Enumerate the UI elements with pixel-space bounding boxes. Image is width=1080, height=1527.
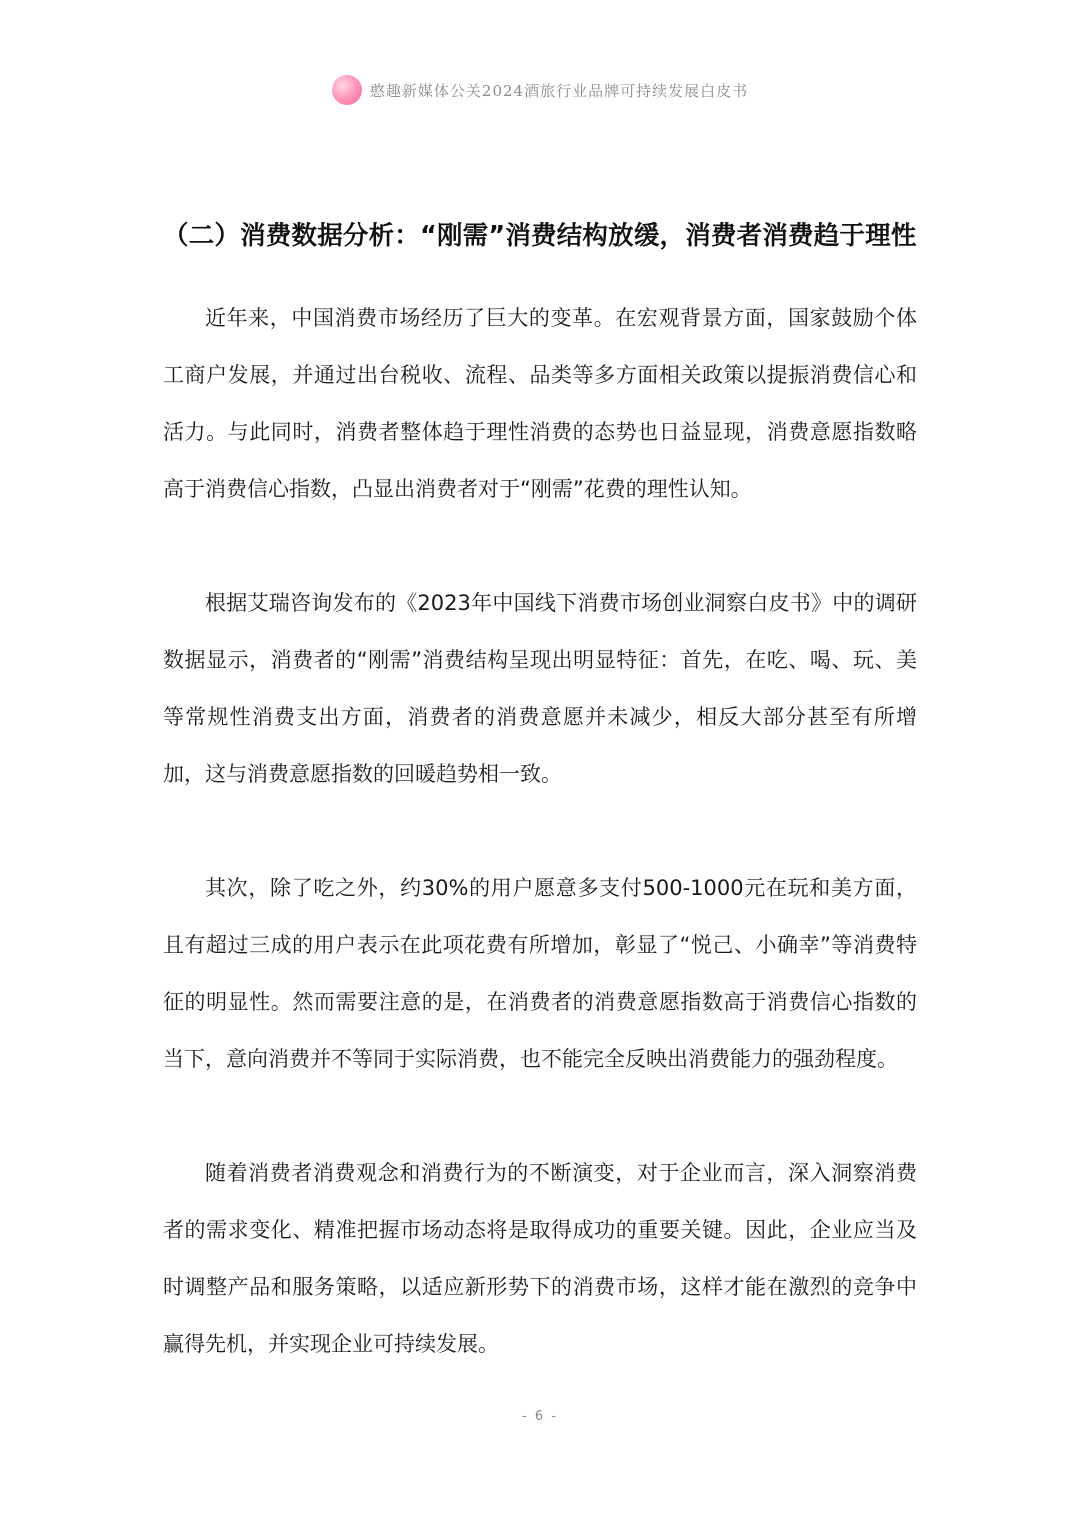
header-title: 憨趣新媒体公关2024酒旅行业品牌可持续发展白皮书 xyxy=(369,81,749,100)
page-number: - 6 - xyxy=(522,1409,558,1424)
paragraph: 近年来，中国消费市场经历了巨大的变革。在宏观背景方面，国家鼓励个体工商户发展，并通过出台税收、流程、品类等多方面相关政策以提振消费信心和活力。与此同时，消费者整体趋于理性消费的态势也日益显现，消费意愿指数略高于消费信心指数，凸显出消费者对于“刚需”花费的理性认知。 xyxy=(163,306,917,501)
section-title: （二）消费数据分析：“刚需”消费结构放缓，消费者消费趋于理性 xyxy=(163,221,917,251)
body-content xyxy=(163,290,917,1430)
paragraph: 随着消费者消费观念和消费行为的不断演变，对于企业而言，深入洞察消费者的需求变化、精准把握市场动态将是取得成功的重要关键。因此，企业应当及时调整产品和服务策略，以适应新形势下的消费市场，这样才能在激烈的竞争中赢得先机，并实现企业可持续发展。 xyxy=(163,1161,917,1356)
paragraph: 根据艾瑞咨询发布的《2023年中国线下消费市场创业洞察白皮书》中的调研数据显示，消费者的“刚需”消费结构呈现出明显特征：首先，在吃、喝、玩、美等常规性消费支出方面，消费者的消费意愿并未减少，相反大部分甚至有所增加，这与消费意愿指数的回暖趋势相一致。 xyxy=(163,591,917,786)
page-header xyxy=(0,74,1080,106)
paragraph: 其次，除了吃之外，约30%的用户愿意多支付500-1000元在玩和美方面，且有超过三成的用户表示在此项花费有所增加，彰显了“悦己、小确幸”等消费特征的明显性。然而需要注意的是，在消费者的消费意愿指数高于消费信心指数的当下，意向消费并不等同于实际消费，也不能完全反映出消费能力的强劲程度。 xyxy=(163,876,917,1071)
brand-logo-icon xyxy=(332,75,362,105)
